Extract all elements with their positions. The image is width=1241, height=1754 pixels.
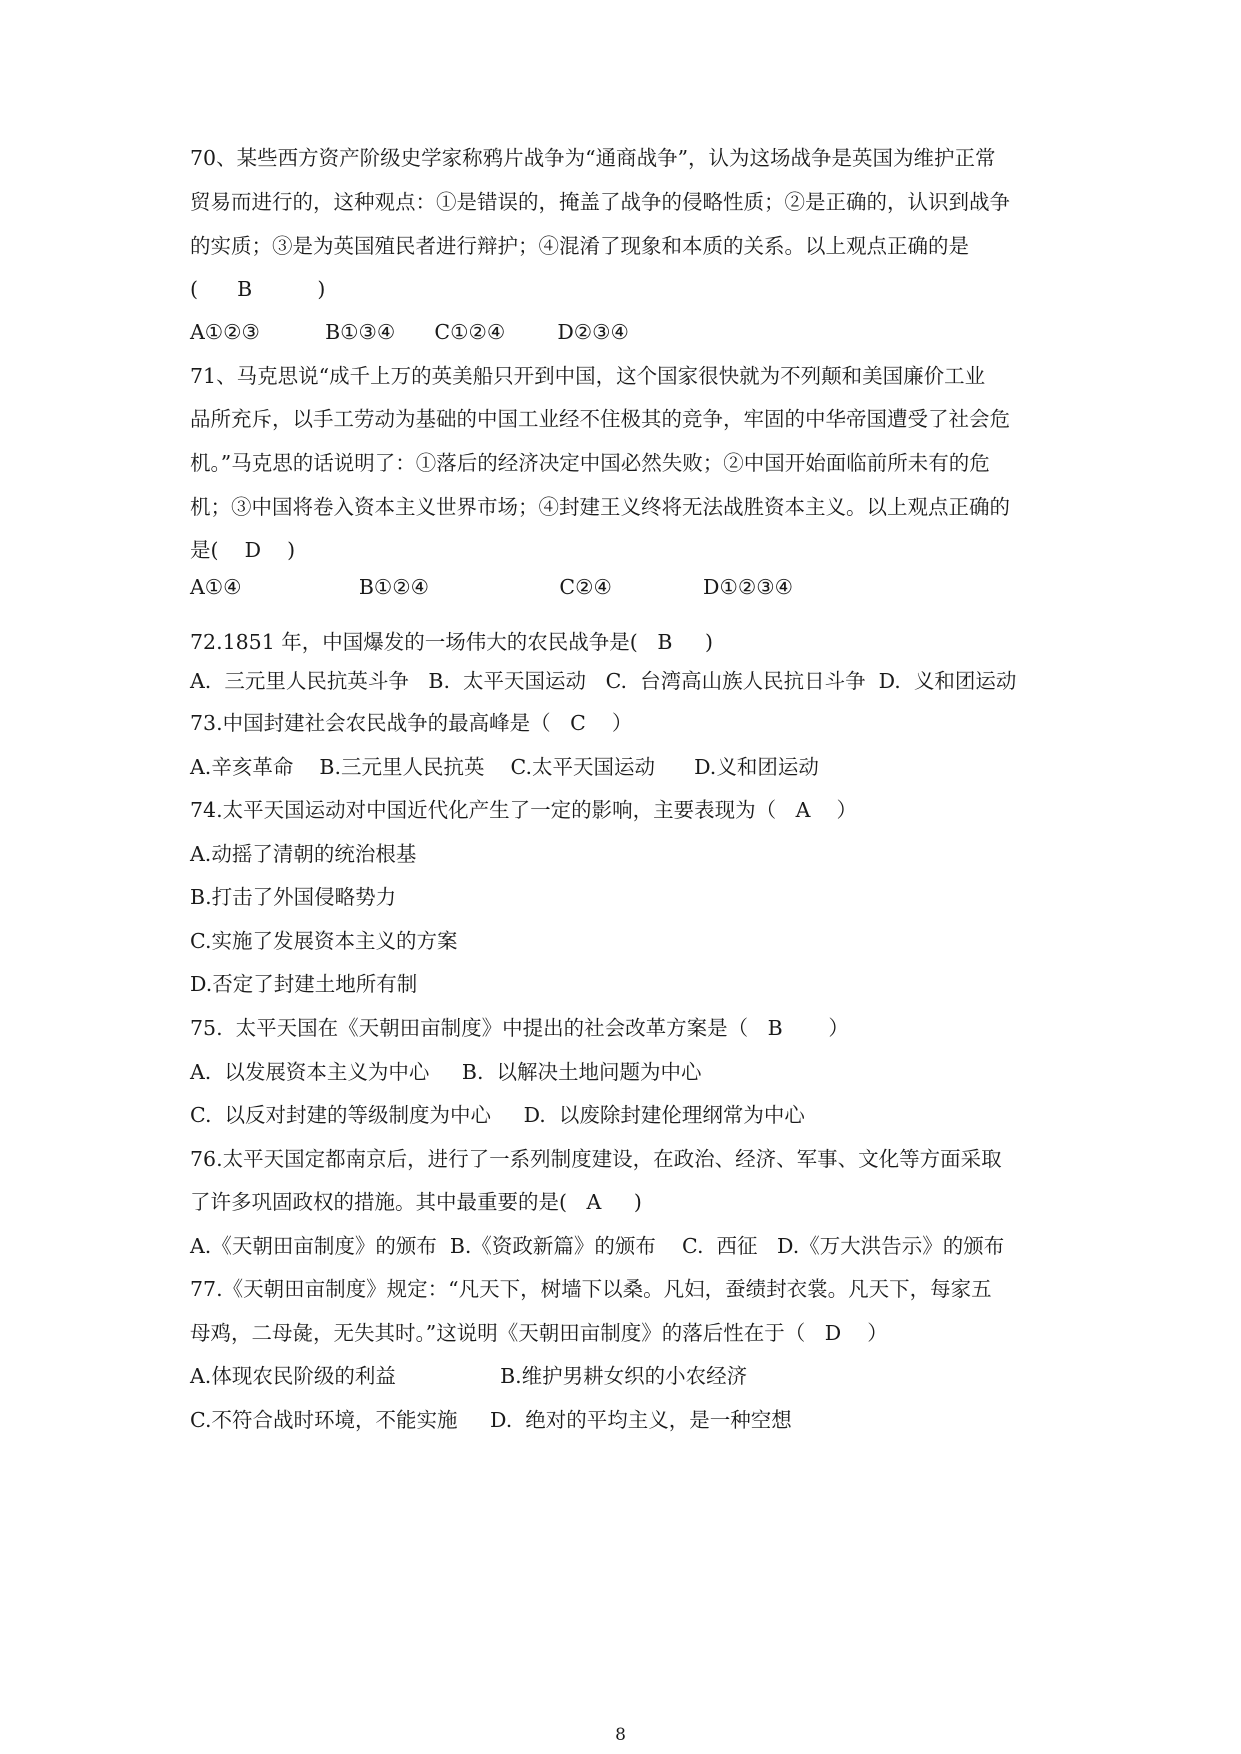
- text-line: 的实质；③是为英国殖民者进行辩护；④混淆了现象和本质的关系。以上观点正确的是: [190, 234, 969, 258]
- text-line: A①②③ B①③④ C①②④ D②③④: [190, 320, 629, 344]
- text-line: 77.《天朝田亩制度》规定：“凡天下，树墙下以桑。凡妇，蚕绩封衣裳。凡天下，每家五: [190, 1277, 992, 1301]
- text-line: 机；③中国将卷入资本主义世界市场；④封建王义终将无法战胜资本主义。以上观点正确的: [190, 495, 1010, 519]
- text-line: 74.太平天国运动对中国近代化产生了一定的影响，主要表现为（ A ）: [190, 798, 858, 822]
- text-line: 70、某些西方资产阶级史学家称鸦片战争为“通商战争”，认为这场战争是英国为维护正常: [190, 146, 996, 170]
- text-line: A.体现农民阶级的利益 B.维护男耕女织的小农经济: [190, 1364, 748, 1388]
- text-line: C.实施了发展资本主义的方案: [190, 929, 458, 953]
- text-line: 75. 太平天国在《天朝田亩制度》中提出的社会改革方案是（ B ）: [190, 1016, 849, 1040]
- text-line: 品所充斥，以手工劳动为基础的中国工业经不住极其的竞争，牢固的中华帝国遭受了社会危: [190, 407, 1010, 431]
- text-line: A.辛亥革命 B.三元里人民抗英 C.太平天国运动 D.义和团运动: [190, 755, 819, 779]
- text-line: C. 以反对封建的等级制度为中心 D. 以废除封建伦理纲常为中心: [190, 1103, 805, 1127]
- text-line: 贸易而进行的，这种观点：①是错误的，掩盖了战争的侵略性质；②是正确的，认识到战争: [190, 190, 1010, 214]
- text-line: C.不符合战时环境，不能实施 D. 绝对的平均主义，是一种空想: [190, 1408, 792, 1432]
- text-line: ( B ): [190, 277, 326, 301]
- text-line: B.打击了外国侵略势力: [190, 885, 397, 909]
- text-line: 了许多巩固政权的措施。其中最重要的是( A ): [190, 1190, 642, 1214]
- text-line: 机。”马克思的话说明了：①落后的经济决定中国必然失败；②中国开始面临前所未有的危: [190, 451, 990, 475]
- text-line: 71、马克思说“成千上万的英美船只开到中国，这个国家很快就为不列颠和美国廉价工业: [190, 364, 986, 388]
- text-line: A. 三元里人民抗英斗争 B. 太平天国运动 C. 台湾高山族人民抗日斗争 D. 义和团运动: [190, 669, 1017, 693]
- text-line: 72.1851 年，中国爆发的一场伟大的农民战争是( B ): [190, 630, 713, 654]
- text-line: D.否定了封建土地所有制: [190, 972, 418, 996]
- text-line: A.动摇了清朝的统治根基: [190, 842, 417, 866]
- text-line: A.《天朝田亩制度》的颁布 B.《资政新篇》的颁布 C. 西征 D.《万大洪告示》的颁布: [190, 1234, 1005, 1258]
- text-line: 73.中国封建社会农民战争的最高峰是（ C ）: [190, 711, 633, 735]
- text-line: A①④ B①②④ C②④ D①②③④: [190, 575, 793, 599]
- text-line: 76.太平天国定都南京后，进行了一系列制度建设，在政治、经济、军事、文化等方面采取: [190, 1147, 1002, 1171]
- text-line: 母鸡，二母彘，无失其时。”这说明《天朝田亩制度》的落后性在于（ D ）: [190, 1321, 888, 1345]
- page-number: 8: [615, 1725, 626, 1745]
- text-line: 是( D ): [190, 538, 296, 562]
- text-line: A. 以发展资本主义为中心 B. 以解决土地问题为中心: [190, 1060, 702, 1084]
